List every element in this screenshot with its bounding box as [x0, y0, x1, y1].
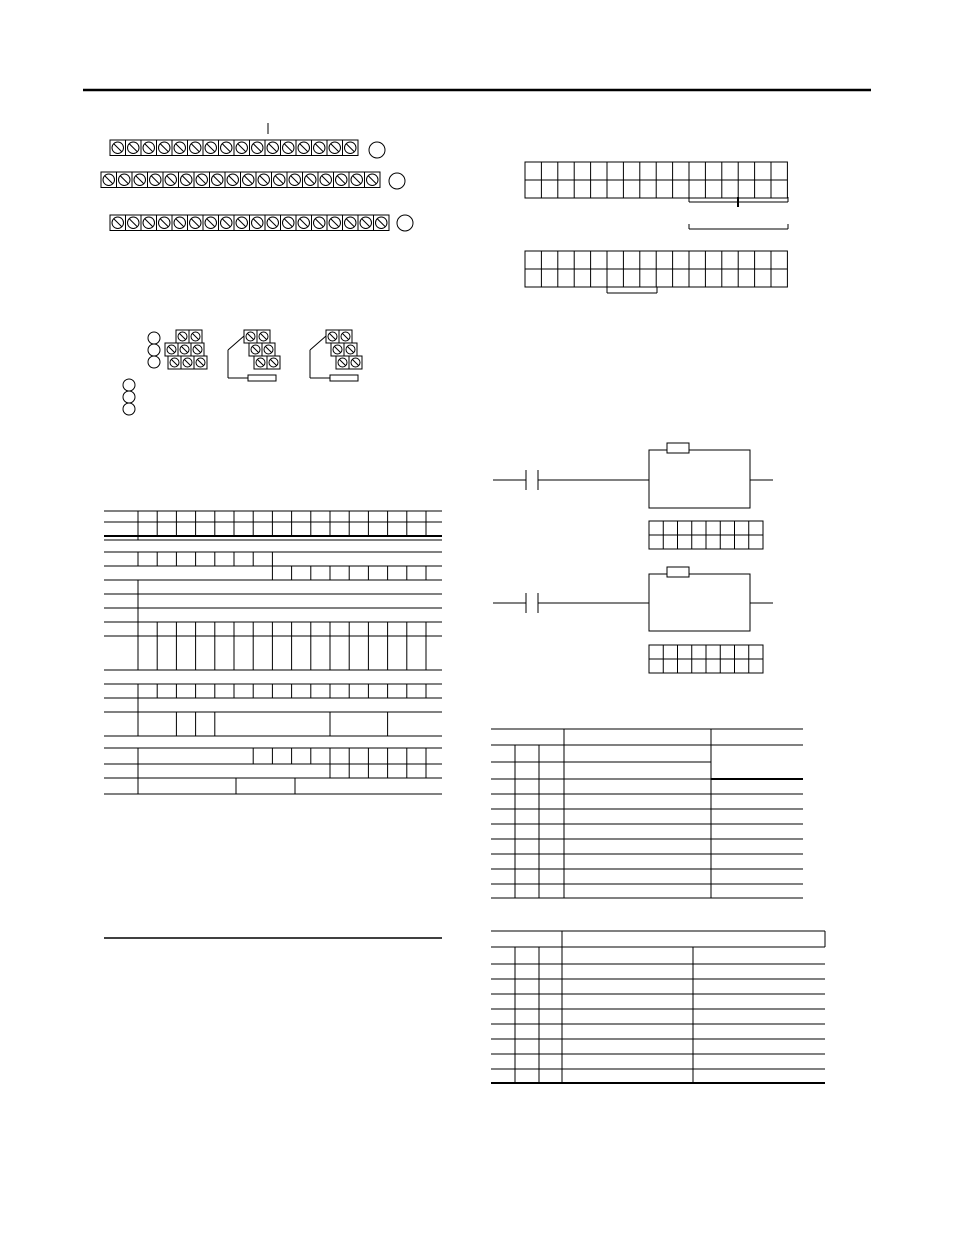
- jumper-options-figure: [123, 330, 362, 415]
- option-circle: [123, 403, 135, 415]
- option-circle: [123, 391, 135, 403]
- instruction-block: [649, 574, 750, 631]
- jumper-wire: [310, 336, 326, 350]
- jumper-plug: [330, 375, 358, 381]
- option-circle: [148, 332, 160, 344]
- instruction-block: [649, 450, 750, 508]
- terminal-strips-figure: [101, 123, 413, 231]
- jumper-wire: [228, 336, 244, 350]
- terminal-callout: [369, 142, 385, 158]
- register-diagram-figure: [525, 162, 788, 293]
- io-map-table: [104, 511, 442, 794]
- block-tag: [667, 443, 689, 453]
- terminal-callout: [397, 215, 413, 231]
- upper-right-table: [491, 729, 803, 898]
- block-tag: [667, 567, 689, 577]
- terminal-callout: [389, 173, 405, 189]
- ladder-logic-figure: [493, 443, 773, 673]
- lower-right-table: [491, 931, 825, 1083]
- option-circle: [123, 379, 135, 391]
- option-circle: [148, 356, 160, 368]
- option-circle: [148, 344, 160, 356]
- jumper-plug: [248, 375, 276, 381]
